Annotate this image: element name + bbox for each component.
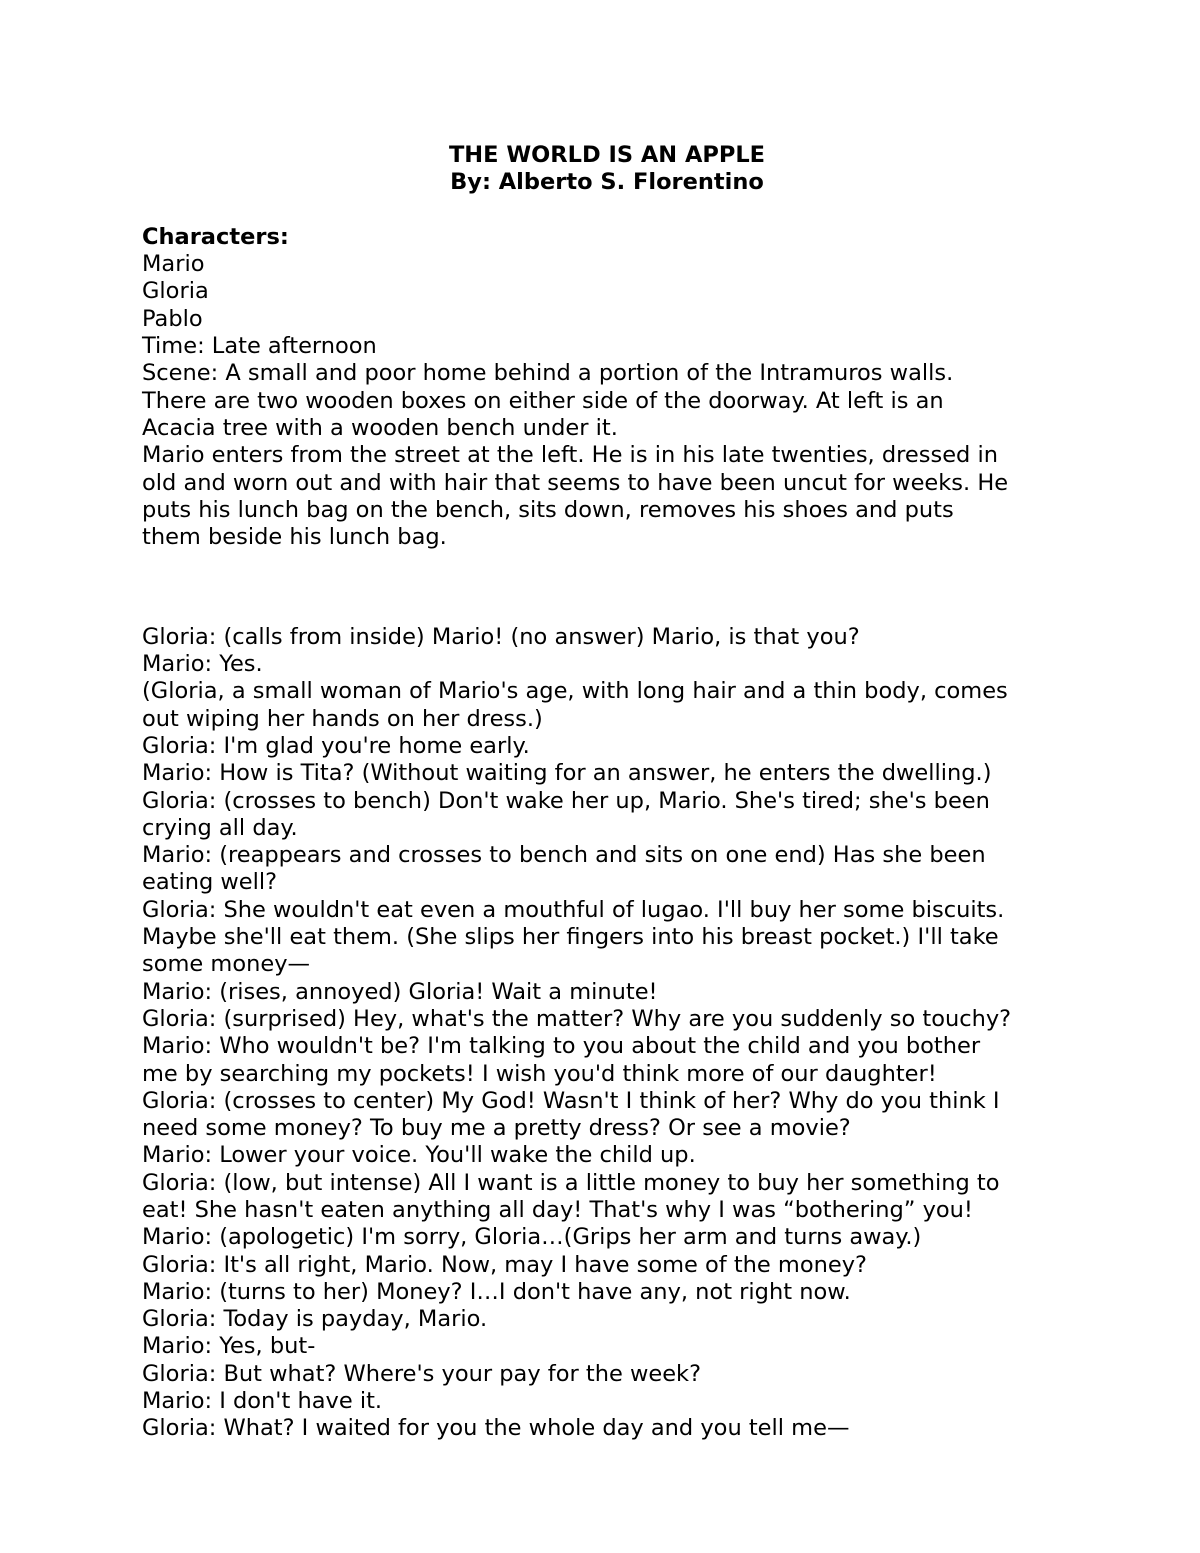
text-line: Mario: Yes. bbox=[142, 651, 263, 678]
text-line: need some money? To buy me a pretty dress? Or see a movie? bbox=[142, 1115, 851, 1142]
document-body bbox=[142, 142, 1072, 1443]
spacer bbox=[142, 197, 1072, 224]
text-line: Mario: I don't have it. bbox=[142, 1388, 383, 1415]
text-line: out wiping her hands on her dress.) bbox=[142, 705, 543, 732]
text-line: some money— bbox=[142, 951, 311, 978]
text-line: Gloria bbox=[142, 278, 209, 305]
text-line: eating well? bbox=[142, 869, 278, 896]
text-line: Gloria: She wouldn't eat even a mouthful of lugao. I'll buy her some biscuits. bbox=[142, 896, 1005, 923]
text-line: eat! She hasn't eaten anything all day! That's why I was “bothering” you! bbox=[142, 1196, 973, 1223]
text-line: Gloria: I'm glad you're home early. bbox=[142, 732, 530, 759]
text-line: Gloria: (crosses to bench) Don't wake her up, Mario. She's tired; she's been bbox=[142, 787, 990, 814]
text-line: Mario: (reappears and crosses to bench and sits on one end) Has she been bbox=[142, 842, 986, 869]
characters-heading: Characters: bbox=[142, 223, 289, 250]
text-line: Maybe she'll eat them. (She slips her fingers into his breast pocket.) I'll take bbox=[142, 924, 999, 951]
text-line: There are two wooden boxes on either side of the doorway. At left is an bbox=[142, 387, 944, 414]
document-title: THE WORLD IS AN APPLE bbox=[448, 142, 766, 168]
text-line: Mario bbox=[142, 251, 205, 278]
text-line: Gloria: What? I waited for you the whole day and you tell me— bbox=[142, 1415, 850, 1442]
text-line: Gloria: (calls from inside) Mario! (no answer) Mario, is that you? bbox=[142, 623, 860, 650]
text-line: crying all day. bbox=[142, 814, 298, 841]
text-line: them beside his lunch bag. bbox=[142, 524, 447, 551]
text-line: puts his lunch bag on the bench, sits down, removes his shoes and puts bbox=[142, 496, 954, 523]
text-line: Mario: (apologetic) I'm sorry, Gloria…(Grips her arm and turns away.) bbox=[142, 1224, 922, 1251]
text-line: Mario: Yes, but- bbox=[142, 1333, 316, 1360]
text-line: Gloria: (crosses to center) My God! Wasn't I think of her? Why do you think I bbox=[142, 1087, 1000, 1114]
text-line: Gloria: But what? Where's your pay for the week? bbox=[142, 1360, 702, 1387]
blank-line bbox=[142, 574, 1072, 601]
text-line: Mario: (rises, annoyed) Gloria! Wait a minute! bbox=[142, 978, 658, 1005]
text-line: Mario: How is Tita? (Without waiting for an answer, he enters the dwelling.) bbox=[142, 760, 992, 787]
text-line: Pablo bbox=[142, 305, 203, 332]
text-line: Scene: A small and poor home behind a portion of the Intramuros walls. bbox=[142, 360, 954, 387]
text-line: Gloria: (low, but intense) All I want is a little money to buy her something to bbox=[142, 1169, 1000, 1196]
text-line: Mario: Who wouldn't be? I'm talking to you about the child and you bother bbox=[142, 1033, 981, 1060]
text-line: (Gloria, a small woman of Mario's age, with long hair and a thin body, comes bbox=[142, 678, 1008, 705]
text-line: Gloria: Today is payday, Mario. bbox=[142, 1306, 488, 1333]
text-line: Gloria: (surprised) Hey, what's the matter? Why are you suddenly so touchy? bbox=[142, 1005, 1012, 1032]
document-lines bbox=[142, 251, 1072, 1442]
text-line: Mario: Lower your voice. You'll wake the child up. bbox=[142, 1142, 696, 1169]
text-line: Mario enters from the street at the left. He is in his late twenties, dressed in bbox=[142, 442, 998, 469]
text-line: Gloria: It's all right, Mario. Now, may I have some of the money? bbox=[142, 1251, 867, 1278]
text-line: Mario: (turns to her) Money? I…I don't have any, not right now. bbox=[142, 1278, 851, 1305]
text-line: Time: Late afternoon bbox=[142, 333, 377, 360]
text-line: Acacia tree with a wooden bench under it. bbox=[142, 414, 618, 441]
text-line: old and worn out and with hair that seems to have been uncut for weeks. He bbox=[142, 469, 1009, 496]
text-line: me by searching my pockets! I wish you'd think more of our daughter! bbox=[142, 1060, 937, 1087]
document-byline: By: Alberto S. Florentino bbox=[450, 169, 764, 196]
